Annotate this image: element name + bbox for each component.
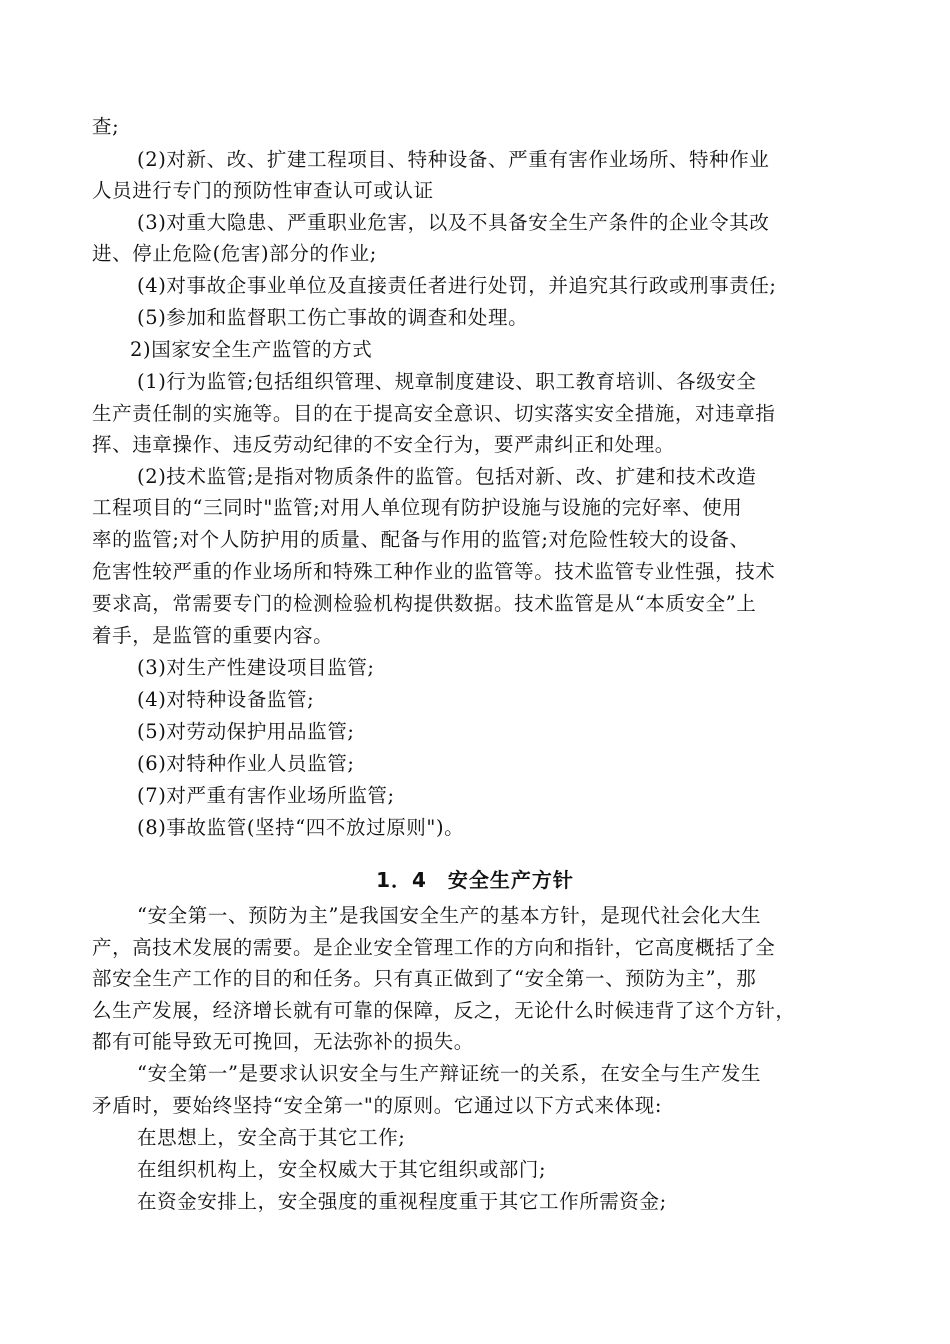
text-line: 在组织机构上，安全权威大于其它组织或部门; [137, 1158, 547, 1181]
text-line: (2)技术监管;是指对物质条件的监管。包括对新、改、扩建和技术改造 [137, 465, 757, 488]
text-line: 在资金安排上，安全强度的重视程度重于其它工作所需资金; [137, 1190, 667, 1213]
text-line: 危害性较严重的作业场所和特殊工种作业的监管等。技术监管专业性强，技术 [92, 560, 776, 583]
text-line: 么生产发展，经济增长就有可靠的保障，反之，无论什么时候违背了这个方针， [92, 999, 796, 1022]
text-line: 在思想上，安全高于其它工作; [137, 1126, 406, 1149]
text-line: 着手，是监管的重要内容。 [92, 624, 334, 647]
text-line: (1)行为监管;包括组织管理、规章制度建设、职工教育培训、各级安全 [137, 370, 757, 393]
text-line: 产，高技术发展的需要。是企业安全管理工作的方向和指针，它高度概括了全 [92, 936, 776, 959]
text-line: “安全第一、预防为主”是我国安全生产的基本方针，是现代社会化大生 [137, 904, 762, 927]
text-line: “安全第一”是要求认识安全与生产辩证统一的关系，在安全与生产发生 [137, 1062, 762, 1085]
text-line: (4)对事故企事业单位及直接责任者进行处罚，并追究其行政或刑事责任; [137, 274, 777, 297]
text-line: (4)对特种设备监管; [137, 688, 315, 711]
text-line: 查; [92, 115, 120, 138]
text-line: 都有可能导致无可挽回，无法弥补的损失。 [92, 1030, 474, 1053]
text-line: 要求高，常需要专门的检测检验机构提供数据。技术监管是从“本质安全”上 [92, 592, 757, 615]
text-line: 生产责任制的实施等。目的在于提高安全意识、切实落实安全措施，对违章指 [92, 402, 776, 425]
section-heading: 1．4 安全生产方针 [376, 868, 574, 892]
text-line: 率的监管;对个人防护用的质量、配备与作用的监管;对危险性较大的设备、 [92, 528, 750, 551]
text-line: (3)对生产性建设项目监管; [137, 656, 375, 679]
text-line: 2)国家安全生产监管的方式 [130, 338, 373, 361]
text-line: 工程项目的“三同时"监管;对用人单位现有防护设施与设施的完好率、使用 [92, 496, 743, 519]
text-line: 挥、违章操作、违反劳动纪律的不安全行为，要严肃纠正和处理。 [92, 433, 675, 456]
text-line: (7)对严重有害作业场所监管; [137, 784, 395, 807]
text-line: (3)对重大隐患、严重职业危害，以及不具备安全生产条件的企业令其改 [137, 211, 770, 234]
text-line: 人员进行专门的预防性审查认可或认证 [92, 179, 434, 202]
text-line: (5)对劳动保护用品监管; [137, 720, 355, 743]
text-line: (5)参加和监督职工伤亡事故的调查和处理。 [137, 306, 529, 329]
text-line: (2)对新、改、扩建工程项目、特种设备、严重有害作业场所、特种作业 [137, 148, 770, 171]
text-line: 进、停止危险(危害)部分的作业; [92, 242, 377, 265]
text-line: 部安全生产工作的目的和任务。只有真正做到了“安全第一、预防为主”，那 [92, 967, 757, 990]
text-line: (8)事故监管(坚持“四不放过原则")。 [137, 816, 465, 839]
text-line: (6)对特种作业人员监管; [137, 752, 355, 775]
text-line: 矛盾时，要始终坚持“安全第一"的原则。它通过以下方式来体现: [92, 1094, 663, 1117]
